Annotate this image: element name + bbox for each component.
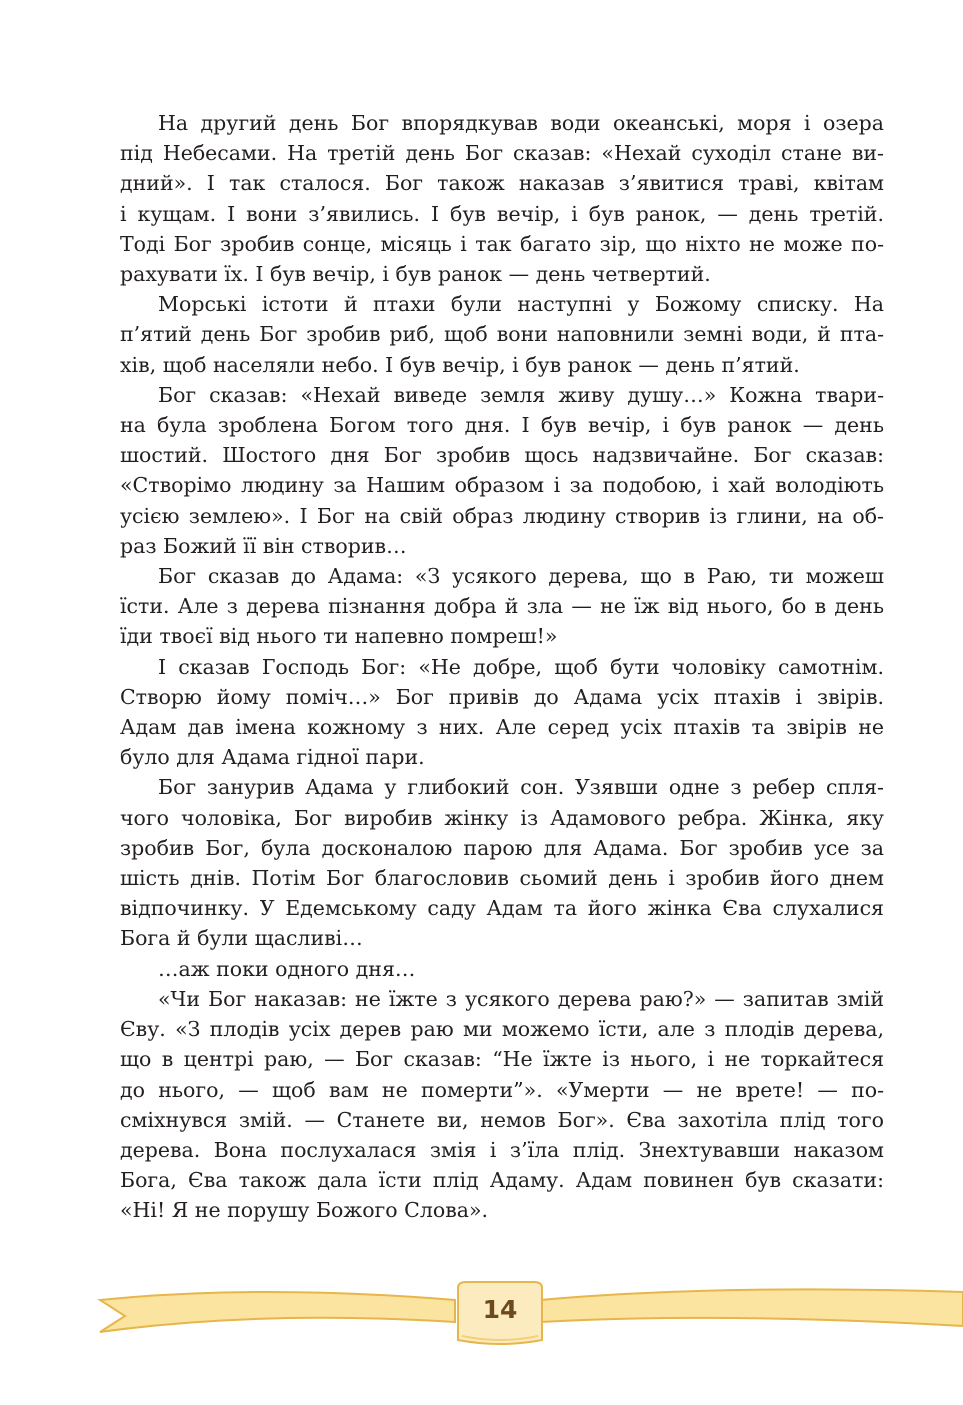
text-line: їди твоєї від нього ти напевно помреш!» bbox=[120, 624, 558, 649]
body-text bbox=[120, 108, 884, 1226]
ribbon-left bbox=[100, 1292, 455, 1332]
text-line: «Ні! Я не порушу Божого Слова». bbox=[120, 1198, 489, 1223]
text-line: п’ятий день Бог зробив риб, щоб вони наповнили земні води, й пта- bbox=[120, 322, 884, 347]
text-line: І сказав Господь Бог: «Не добре, щоб бути чоловіку самотнім. bbox=[158, 654, 884, 679]
text-line: рахувати їх. І був вечір, і був ранок — день четвертий. bbox=[120, 262, 711, 287]
text-line: Морські істоти й птахи були наступні у Божому списку. На bbox=[158, 292, 884, 317]
page-number: 14 bbox=[482, 1295, 518, 1324]
text-line: Адам дав імена кожному з них. Але серед усіх птахів та звірів не bbox=[120, 715, 884, 740]
text-line: їсти. Але з дерева пізнання добра й зла — не їж від нього, бо в день bbox=[120, 594, 884, 619]
text-line: було для Адама гідної пари. bbox=[120, 745, 425, 770]
ribbon-right bbox=[540, 1289, 963, 1326]
text-line: Бог занурив Адама у глибокий сон. Узявши одне з ребер спля- bbox=[158, 775, 884, 800]
text-line: Єву. «З плодів усіх дерев раю ми можемо їсти, але з плодів дерева, bbox=[120, 1017, 884, 1042]
text-line: Бог сказав до Адама: «З усякого дерева, що в Раю, ти можеш bbox=[158, 564, 884, 589]
text-line: до нього, — щоб вам не померти”». «Умерти — не врете! — по- bbox=[120, 1077, 884, 1102]
text-line: відпочинку. У Едемському саду Адам та його жінка Єва слухалися bbox=[120, 896, 884, 921]
text-line: чого чоловіка, Бог виробив жінку із Адамового ребра. Жінка, яку bbox=[120, 805, 884, 830]
text-line: дерева. Вона послухалася змія і з’їла плід. Знехтувавши наказом bbox=[120, 1137, 884, 1162]
text-line: Створю йому поміч…» Бог привів до Адама усіх птахів і звірів. bbox=[120, 684, 884, 709]
text-line: …аж поки одного дня… bbox=[158, 956, 416, 981]
text-line: Тоді Бог зробив сонце, місяць і так багато зір, що ніхто не може по- bbox=[120, 231, 884, 256]
text-line: Бога, Єва також дала їсти плід Адаму. Адам повинен був сказати: bbox=[120, 1168, 884, 1193]
text-line: що в центрі раю, — Бог сказав: “Не їжте із нього, і не торкайтеся bbox=[120, 1047, 884, 1072]
text-line: На другий день Бог впорядкував води океанські, моря і озера bbox=[158, 111, 884, 135]
text-line: «Чи Бог наказав: не їжте з усякого дерева раю?» — запитав змій bbox=[158, 986, 884, 1011]
text-line: зробив Бог, була досконалою парою для Адама. Бог зробив усе за bbox=[120, 835, 884, 860]
text-line: під Небесами. На третій день Бог сказав: «Нехай суходіл стане ви- bbox=[120, 141, 884, 166]
text-line: на була зроблена Богом того дня. І був вечір, і був ранок — день bbox=[120, 413, 884, 438]
text-line: шостий. Шостого дня Бог зробив щось надзвичайне. Бог сказав: bbox=[120, 443, 884, 468]
text-line: «Створімо людину за Нашим образом і за подобою, і хай володіють bbox=[120, 473, 884, 498]
text-line: шість днів. Потім Бог благословив сьомий день і зробив його днем bbox=[120, 866, 884, 891]
text-line: дний». І так сталося. Бог також наказав з’явитися траві, квітам bbox=[120, 171, 884, 196]
text-line: Бога й були щасливі… bbox=[120, 926, 363, 951]
text-line: і кущам. І вони з’явились. І був вечір, і був ранок, — день третій. bbox=[120, 201, 884, 226]
text-line: хів, щоб населяли небо. І був вечір, і був ранок — день п’ятий. bbox=[120, 352, 800, 377]
text-line: Бог сказав: «Нехай виведе земля живу душу…» Кожна твари- bbox=[158, 382, 884, 407]
text-line: сміхнувся змій. — Станете ви, немов Бог». Єва захотіла плід того bbox=[120, 1107, 884, 1132]
text-line: усією землею». І Бог на свій образ людину створив із глини, на об- bbox=[120, 503, 884, 528]
text-line: раз Божий її він створив… bbox=[120, 533, 407, 558]
